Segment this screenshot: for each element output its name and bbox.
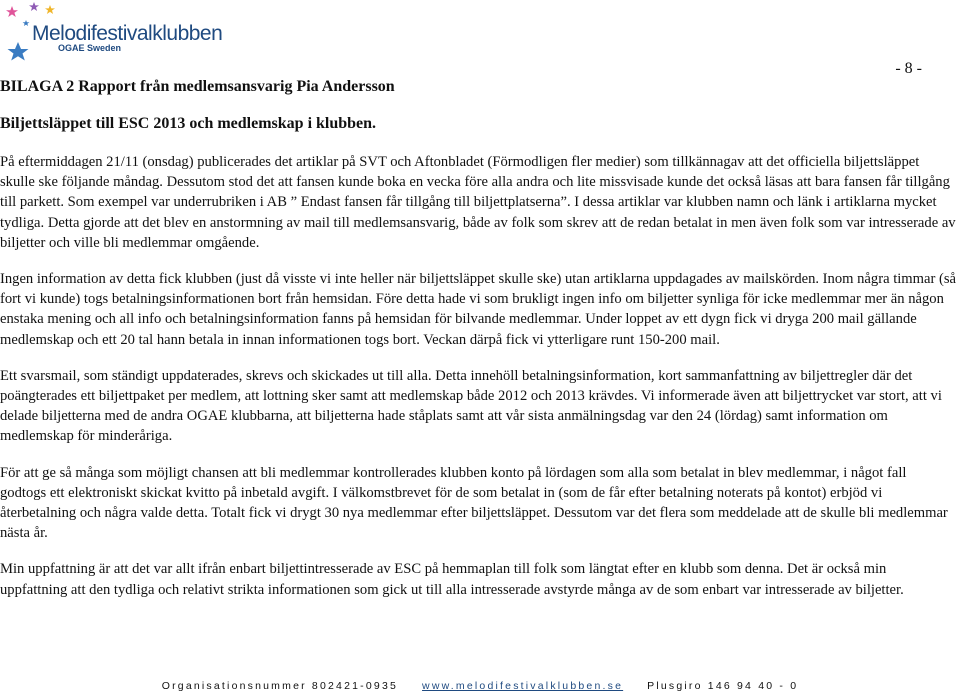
logo-subtitle: OGAE Sweden [58, 43, 122, 53]
star-yellow-icon [45, 5, 55, 14]
paragraph: Ett svarsmail, som ständigt uppdaterades, skrevs och skickades ut till alla. Detta innehöll betalningsinformation, kort sammanfattning av biljettregler där det poängterades ett biljettpaket per medlem, att lottning sker samt att medlemskap både 2012 och 2013 krävdes. Vi informerade även att biljettrycket var stort, att vi delade biljetterna med de andra OGAE klubbarna, att biljetterna hade ståplats samt att vår sista anmälningsdag var den 24 (lördag) samt information om medlemskap för minderåriga. [0, 367, 942, 445]
footer [0, 680, 960, 692]
star-pink-icon [6, 6, 18, 17]
document-heading: BILAGA 2 Rapport från medlemsansvarig Pia Andersson [0, 78, 395, 95]
footer-org-number: Organisationsnummer 802421-0935 [161, 680, 399, 692]
paragraph: För att ge så många som möjligt chansen att bli medlemmar kontrollerades klubben konto på lördagen som alla som betalat in blev medlemmar, i något fall godtogs ett elektroniskt skickat kvitto på inbetald avgift. I välkomstbrevet för de som betalat in (som de får efter betalning noterats på kontot) erbjöd vi återbetalning och några valde detta. Totalt fick vi drygt 30 nya medlemmar efter biljettsläppet. Dessutom var det flera som meddelade att de skulle bli medlemmar nästa år. [0, 464, 948, 542]
logo-name: Melodifestivalklubben [32, 22, 223, 45]
star-big-blue-icon [8, 42, 29, 61]
body-text [0, 152, 956, 616]
paragraph: Min uppfattning är att det var allt ifrån enbart biljettintresserade av ESC på hemmaplan till folk som längtat efter en klubb som denna. Det är också min uppfattning att den tydliga och relativt strikta informationen som gick ut till alla intresserade avstyrde många av de som enbart var intresserade av biljetter. [0, 561, 904, 598]
star-small-blue-icon [23, 20, 30, 26]
logo [4, 2, 223, 62]
paragraph: På eftermiddagen 21/11 (onsdag) publicerades det artiklar på SVT och Aftonbladet (Förmodligen fler medier) som tillkännagav att det officiella biljettsläppet skulle ske följande måndag. Dessutom stod det att fansen kunde boka en vecka före alla andra och lite missvisade kunde det också läsas att bara fansen får tillgång till parkett. Som exempel var underrubriken i AB ” Endast fansen får tillgång till biljettplatserna”. I dessa artiklar var klubben namn och länk i artiklarna mycket tydliga. Detta gjorde att det blev en anstormning av mail till medlemsansvarig, både av folk som skrev att de redan betalat in men även folk som var intresserade av biljetter och ville bli medlemmar omgående. [0, 154, 956, 251]
section-subheading: Biljettsläppet till ESC 2013 och medlemskap i klubben. [0, 115, 377, 132]
footer-plusgiro: Plusgiro 146 94 40 - 0 [647, 680, 799, 692]
footer-website-link[interactable]: www.melodifestivalklubben.se [422, 680, 624, 692]
star-purple-icon [29, 2, 39, 11]
page-number: - 8 - [895, 60, 922, 77]
paragraph: Ingen information av detta fick klubben (just då visste vi inte heller när biljettsläppet skulle ske) utan artiklarna uppdagades av mailskörden. Inom några timmar (så fort vi kunde) togs betalningsinformationen bort från hemsidan. Före detta hade vi som brukligt ingen info om biljetter synliga för icke medlemmar mer än någon enstaka mening och all info och betalningsinformation fanns på hemsidan för bilvande medlemmar. Under loppet av ett dygn fick vi dryga 200 mail gällande medlemskap och ett 20 tal hann betala in innan informationen togs bort. Veckan därpå fick vi ytterligare runt 150-200 mail. [0, 271, 957, 348]
